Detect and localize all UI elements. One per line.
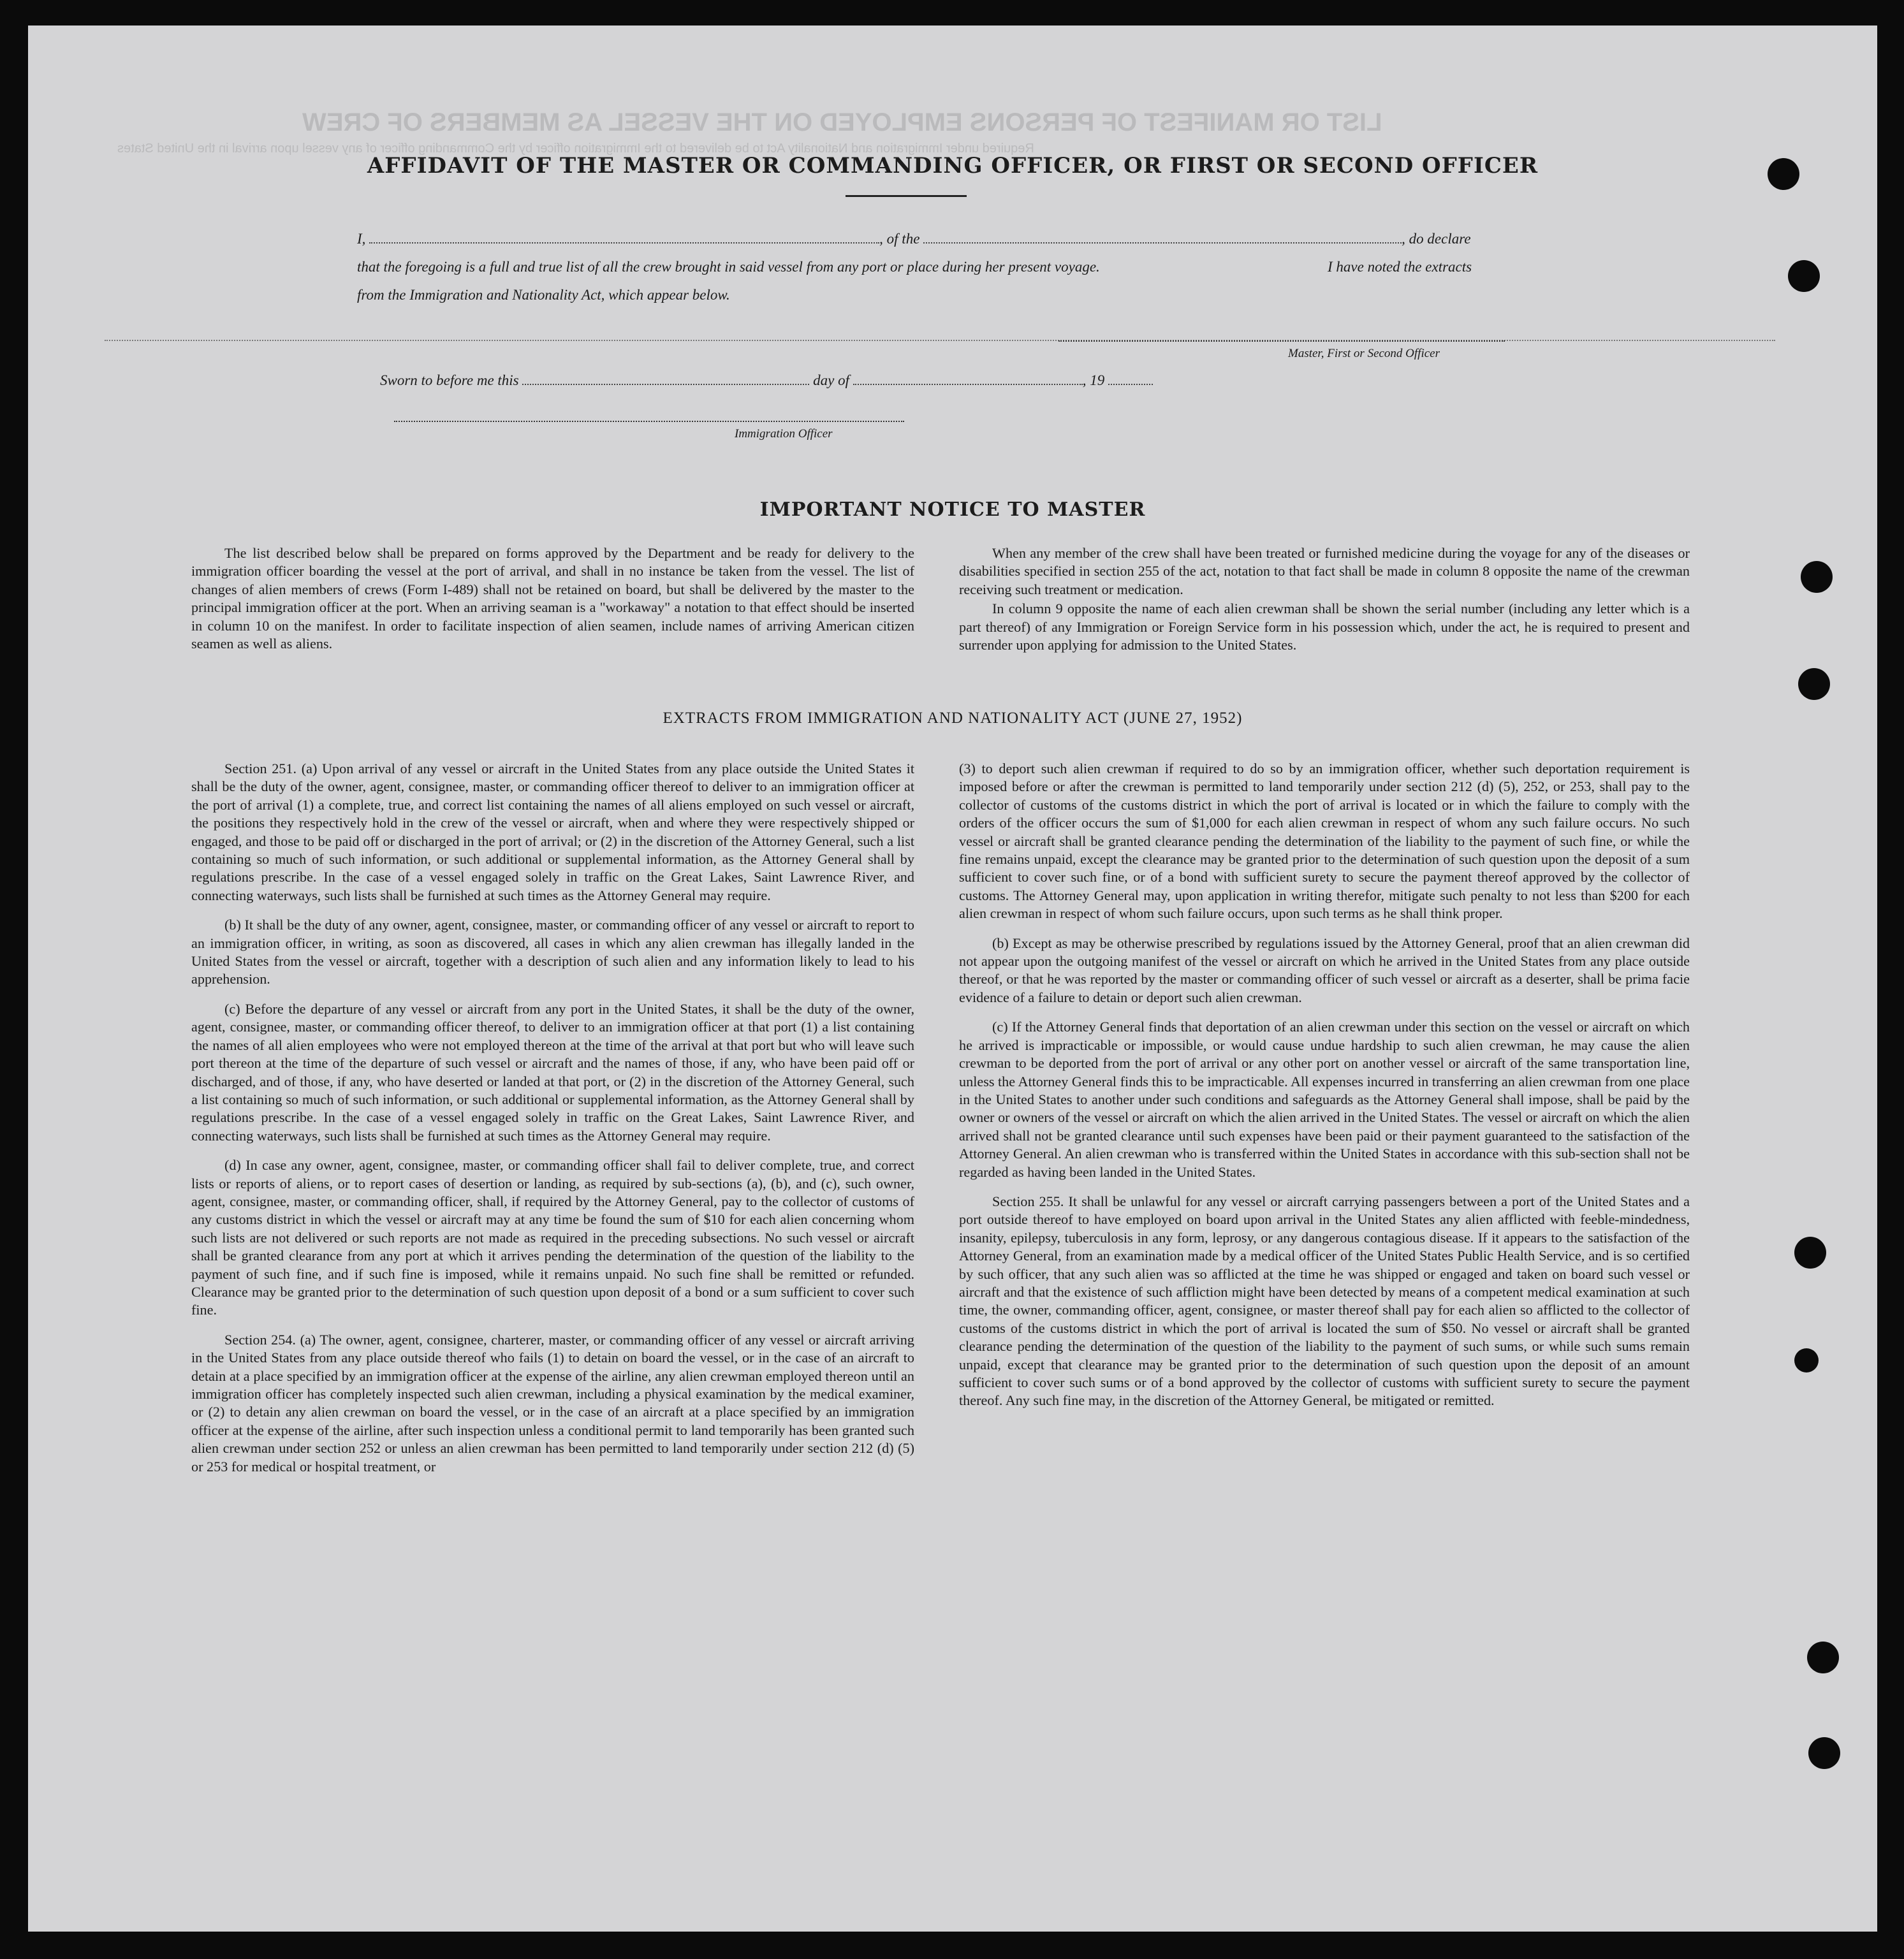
extracts-right-column (959, 760, 1690, 1422)
master-signature-line[interactable] (1058, 340, 1505, 342)
affidavit-line-3: from the Immigration and Nationality Act, which appear below. (357, 287, 730, 303)
master-label: Master, First or Second Officer (1288, 347, 1440, 360)
section-251c: (c) Before the departure of any vessel or aircraft from any port in the United States, it shall be the duty of the owner, agent, consignee, master, or commanding officer thereof, to deliver to an immigration officer at that port (1) a list containing the names of all alien employees who were not employed thereon at the time of the arrival at that port but who will leave such port thereon at the time of the departure of such vessel or aircraft and the names of those, if any, who have been paid off or discharged, and of those, if any, who have deserted or landed at that port, or (2) in the discretion of the Attorney General, such a list containing so much of such information, or such additional or supplemental information, as the Attorney General shall by regulations prescribe. In the case of a vessel engaged solely in traffic on the Great Lakes, Saint Lawrence River, and connecting waterways, such lists shall be furnished at such times as the Attorney General may require. (191, 1000, 914, 1144)
name-field[interactable] (369, 242, 879, 244)
officer-signature-line[interactable] (394, 421, 904, 422)
notice-right-column (959, 544, 1690, 666)
section-251a: Section 251. (a) Upon arrival of any vessel or aircraft in the United States from any place outside the United States it shall be the duty of the owner, agent, consignee, master, or commanding officer thereof to deliver to an immigration officer at the port of arrival (1) a complete, true, and correct list containing the names of all aliens employed on such vessel or aircraft, the positions they respectively hold in the crew of the vessel or aircraft, when and where they were respectively shipped or engaged, and those to be paid off or discharged in the port of arrival; or (2) in the discretion of the Attorney General, such a list containing so much of such information, or such additional or supplemental information, as the Attorney General shall by regulations prescribe. In the case of a vessel engaged solely in traffic on the Great Lakes, Saint Lawrence River, and connecting waterways, such lists shall be furnished at such times as the Attorney General may require. (191, 761, 914, 903)
separator-line (105, 340, 1775, 341)
officer-label: Immigration Officer (735, 427, 833, 441)
show-through-heading: LIST OR MANIFEST OF PERSONS EMPLOYED ON THE VESSEL AS MEMBERS OF CREW (302, 108, 1382, 136)
sworn-line (380, 372, 1153, 389)
notice-right-paragraph: When any member of the crew shall have been treated or furnished medicine during the voyage for any of the diseases or disabilities specified in section 255 of the act, notation to that fact shall be made in column 8 opposite the name of the crewman receiving such treatment or medication. (959, 545, 1690, 597)
notice-right-paragraph: In column 9 opposite the name of each alien crewman shall be shown the serial number (including any letter which is a part thereof) of any Immigration or Foreign Service form in his possession which, under the act, he is required to present and surrender upon applying for admission to the United States. (959, 601, 1690, 653)
affidavit-of-the: , of the (879, 231, 920, 247)
day-of-label: day of (813, 372, 849, 388)
section-254c: (c) If the Attorney General finds that deportation of an alien crewman under this section on the vessel or aircraft on which he arrived is impracticable or impossible, or would cause undue hardship to such alien crewman, he may cause the alien crewman to be deported from the port of arrival or any other port on another vessel or aircraft of the same transportation line, unless the Attorney General finds this to be impracticable. All expenses incurred in transferring an alien crewman from one place in the United States to another under such conditions and safeguards as the Attorney General shall impose, shall be paid by the owner or owners of the vessel or aircraft on which the alien arrived in the United States. The vessel or aircraft on which the alien arrived shall not be granted clearance until such expenses have been paid or their payment guaranteed to the satisfaction of the Attorney General. An alien crewman who is transferred within the United States in accordance with this sub-section shall not be regarded as having been landed in the United States. (959, 1019, 1690, 1180)
section-251d: (d) In case any owner, agent, consignee, master, or commanding officer shall fail to deliver complete, true, and correct lists or reports of aliens, or to report cases of desertion or landing, as required by sub-sections (a), (b), and (c), such owner, agent, consignee, master, or commanding officer, shall, if required by the Attorney General, pay to the collector of customs of any customs district in which the vessel or aircraft may at any time be found the sum of $10 for each alien concerning whom such lists are not delivered or such reports are not made as required in the preceding subsections. No such vessel or aircraft shall be granted clearance from any port at which it arrives pending the determination of the question of the liability to the payment of such fine, and if such fine is imposed, while it remains unpaid. No such fine shall be remitted or refunded. Clearance may be granted prior to the determination of such question upon deposit of a bond or a sum sufficient to cover such fine. (191, 1157, 914, 1318)
extracts-left-column (191, 760, 914, 1487)
show-through-subheading: Required under Immigration and Nationality Act to be delivered to the Immigration officer by the Commanding officer of any vessel upon arrival in the United States (117, 142, 1034, 156)
sworn-month-field[interactable] (853, 383, 1083, 385)
vessel-field[interactable] (923, 242, 1402, 244)
section-255: Section 255. It shall be unlawful for any vessel or aircraft carrying passengers between a port of the United States and a port outside thereof to have employed on board upon arrival in the United States any alien afflicted with feeble-mindedness, insanity, epilepsy, tuberculosis in any form, leprosy, or any dangerous contagious disease. If it appears to the satisfaction of the Attorney General, from an examination made by a medical officer of the United States Public Health Service, and is so certified by such officer, that any such alien was so afflicted at the time he was shipped or engaged and taken on board such vessel or aircraft and that the existence of such affliction might have been detected by means of a competent medical examination at such time, the owner, commanding officer, agent, consignee, or master thereof shall pay for each alien so afflicted to the collector of customs of the customs district in which the port of arrival is located the sum of $50. No vessel or aircraft shall be granted clearance pending the determination of the question of the liability to the payment of such sums, or while such sums remain unpaid, except that clearance may be granted prior to the determination of such question upon the deposit of an amount sufficient to cover such sums or of a bond approved by the collector of customs with sufficient surety to secure the payment thereof. Any such fine may, in the discretion of the Attorney General, be mitigated or remitted. (959, 1193, 1690, 1409)
affidavit-line-2: that the foregoing is a full and true list of all the crew brought in said vessel from any port or place during her present voyage. (357, 259, 1100, 275)
extracts-title: EXTRACTS FROM IMMIGRATION AND NATIONALITY ACT (JUNE 27, 1952) (663, 710, 1243, 727)
binder-hole (1807, 1642, 1839, 1673)
year-label: , 19 (1082, 372, 1105, 388)
affidavit-title: AFFIDAVIT OF THE MASTER OR COMMANDING OFFICER, OR FIRST OR SECOND OFFICER (367, 153, 1539, 178)
affidavit-declare: , do declare (1402, 231, 1471, 247)
binder-hole (1798, 668, 1830, 700)
affidavit-line-2-extracts: I have noted the extracts (1328, 259, 1472, 275)
binder-hole (1808, 1737, 1840, 1769)
title-rule (846, 195, 967, 197)
section-254a: Section 254. (a) The owner, agent, consignee, charterer, master, or commanding officer of any vessel or aircraft arriving in the United States from any place outside thereof who fails (1) to detain on board the vessel, or in the case of an aircraft to detain at a place specified by an immigration officer at the expense of the airline, any alien crewman employed thereon until an immigration officer has completely inspected such alien crewman, including a physical examination by the medical examiner, or (2) to detain any alien crewman on board the vessel, or in the case of an aircraft at a place specified by an immigration officer at the expense of the airline, after such inspection unless a conditional permit to land temporarily has been granted such alien crewman under section 252 or unless an alien crewman has been permitted to land temporarily under section 212 (d) (5) or 253 for medical or hospital treatment, or (191, 1331, 914, 1475)
binder-hole (1794, 1348, 1819, 1373)
sworn-label: Sworn to before me this (380, 372, 519, 388)
sworn-year-field[interactable] (1108, 383, 1153, 385)
binder-hole (1794, 1237, 1826, 1269)
notice-left-paragraph: The list described below shall be prepared on forms approved by the Department and be ready for delivery to the immigration officer boarding the vessel at the port of arrival, and shall in no instance be taken from the vessel. The list of changes of alien members of crews (Form I-489) shall not be retained on board, but shall be delivered by the master to the principal immigration officer at the port. When an arriving seaman is a "workaway" a notation to that effect should be inserted in column 10 on the manifest. In order to facilitate inspection of alien seamen, include names of arriving American citizen seamen as well as aliens. (191, 545, 914, 652)
affidavit-line-1 (357, 231, 1471, 247)
document-page (28, 25, 1877, 1932)
sworn-day-field[interactable] (522, 383, 809, 385)
notice-left-column (191, 544, 914, 664)
affidavit-i: I, (357, 231, 366, 247)
section-254b: (b) Except as may be otherwise prescribed by regulations issued by the Attorney General, proof that an alien crewman did not appear upon the outgoing manifest of the vessel or aircraft on which he arrived in the United States from any place outside thereof, or that he was reported by the master or commanding officer of such vessel or aircraft as a deserter, shall be prima facie evidence of a failure to detain or deport such alien crewman. (959, 935, 1690, 1005)
notice-title: IMPORTANT NOTICE TO MASTER (759, 499, 1146, 521)
section-251b: (b) It shall be the duty of any owner, agent, consignee, master, or commanding officer of any vessel or aircraft to report to an immigration officer, in writing, as soon as discovered, all cases in which any alien crewman has illegally landed in the United States from the vessel or aircraft, together with a description of such alien and any information likely to lead to his apprehension. (191, 917, 914, 987)
section-254a-continued: (3) to deport such alien crewman if required to do so by an immigration officer, whether such deportation requirement is imposed before or after the crewman is permitted to land temporarily under section 212 (d) (5), 252, or 253, shall pay to the collector of customs of the customs district in which the port of arrival is located or in which the failure to comply with the orders of the officer occurs the sum of $1,000 for each alien crewman in respect of whom any such failure occurs. No such vessel or aircraft shall be granted clearance pending the determination of the liability to the payment of such fine, or while the fine remains unpaid, except the clearance may be granted prior to the determination of such question upon the deposit of a sum sufficient to cover such fine, or of a bond with sufficient surety to secure the payment thereof approved by the collector of customs. The Attorney General may, upon application in writing therefor, mitigate such penalty to not less than $200 for each alien crewman in respect of whom such failure occurs, upon such terms as he shall think proper. (959, 761, 1690, 922)
binder-hole (1801, 561, 1833, 593)
binder-hole (1788, 260, 1820, 292)
